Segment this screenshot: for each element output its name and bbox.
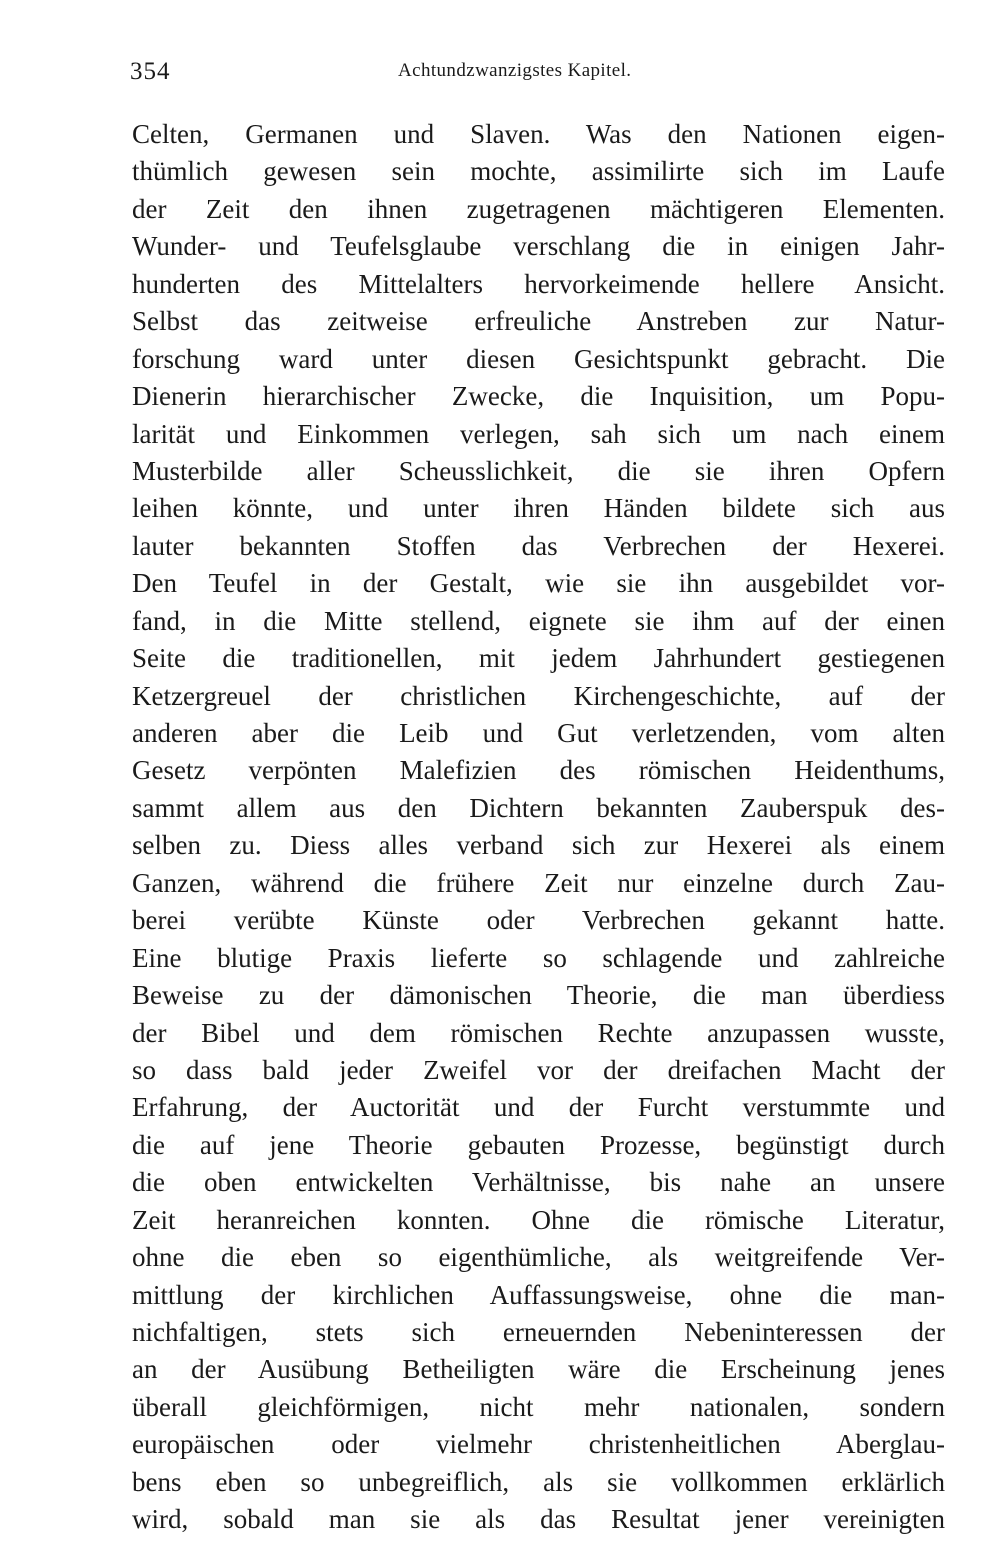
text-line: Celten, Germanen und Slaven. Was den Nationen eigen-	[132, 119, 945, 149]
text-line: überall gleichförmigen, nicht mehr nationalen, sondern	[132, 1391, 945, 1422]
text-line: europäischen oder vielmehr christenheitlichen Aberglau-	[132, 1429, 945, 1460]
text-line: hunderten des Mittelalters hervorkeimende hellere Ansicht.	[132, 268, 945, 299]
text-line: larität und Einkommen verlegen, sah sich um nach einem	[132, 418, 945, 449]
text-line: der Zeit den ihnen zugetragenen mächtigeren Elementen.	[132, 193, 945, 224]
text-line: sammt allem aus den Dichtern bekannten Zauberspuk des-	[132, 792, 945, 823]
text-line: der Bibel und dem römischen Rechte anzupassen wusste,	[132, 1017, 945, 1048]
body-text	[132, 116, 945, 1539]
text-line: die auf jene Theorie gebauten Prozesse, begünstigt durch	[132, 1129, 945, 1160]
text-line: so dass bald jeder Zweifel vor der dreifachen Macht der	[132, 1054, 945, 1085]
text-line: Ketzergreuel der christlichen Kirchengeschichte, auf der	[132, 680, 945, 711]
text-line: Erfahrung, der Auctorität und der Furcht verstummte und	[132, 1092, 945, 1123]
text-line: Gesetz verpönten Malefizien des römischen Heidenthums,	[132, 755, 945, 786]
text-line: Seite die traditionellen, mit jedem Jahrhundert gestiegenen	[132, 643, 945, 674]
text-line: fand, in die Mitte stellend, eignete sie ihm auf der einen	[132, 605, 945, 636]
text-line: Selbst das zeitweise erfreuliche Anstreben zur Natur-	[132, 306, 945, 337]
text-line: forschung ward unter diesen Gesichtspunkt gebracht. Die	[132, 343, 945, 374]
text-line: thümlich gewesen sein mochte, assimilirte sich im Laufe	[132, 156, 945, 187]
text-line: Zeit heranreichen konnten. Ohne die römische Literatur,	[132, 1204, 945, 1235]
text-line: selben zu. Diess alles verband sich zur Hexerei als einem	[132, 830, 945, 861]
text-line: Beweise zu der dämonischen Theorie, die man überdiess	[132, 980, 945, 1011]
text-line: Ganzen, während die frühere Zeit nur einzelne durch Zau-	[132, 867, 945, 898]
text-line: bens eben so unbegreiflich, als sie vollkommen erklärlich	[132, 1466, 945, 1497]
page-number: 354	[130, 58, 171, 85]
text-line: Dienerin hierarchischer Zwecke, die Inquisition, um Popu-	[132, 381, 945, 412]
text-line: die oben entwickelten Verhältnisse, bis nahe an unsere	[132, 1167, 945, 1198]
text-line: Eine blutige Praxis lieferte so schlagende und zahlreiche	[132, 942, 945, 973]
text-line: berei verübte Künste oder Verbrechen gekannt hatte.	[132, 905, 945, 936]
text-line: Musterbilde aller Scheusslichkeit, die sie ihren Opfern	[132, 455, 945, 486]
text-line: Wunder- und Teufelsglaube verschlang die in einigen Jahr-	[132, 231, 945, 262]
text-line: nichfaltigen, stets sich erneuernden Nebeninteressen der	[132, 1317, 945, 1347]
text-line: an der Ausübung Betheiligten wäre die Erscheinung jenes	[132, 1354, 945, 1385]
text-line: leihen könnte, und unter ihren Händen bildete sich aus	[132, 493, 945, 524]
text-line: Den Teufel in der Gestalt, wie sie ihn ausgebildet vor-	[132, 568, 945, 599]
running-title: Achtundzwanzigstes Kapitel.	[398, 60, 632, 81]
text-line: mittlung der kirchlichen Auffassungsweise, ohne die man-	[132, 1279, 945, 1310]
text-line: ohne die eben so eigenthümliche, als weitgreifende Ver-	[132, 1242, 945, 1273]
text-line: wird, sobald man sie als das Resultat jener vereinigten	[132, 1504, 945, 1535]
text-line: lauter bekannten Stoffen das Verbrechen der Hexerei.	[132, 530, 945, 561]
text-line: anderen aber die Leib und Gut verletzenden, vom alten	[132, 718, 945, 748]
